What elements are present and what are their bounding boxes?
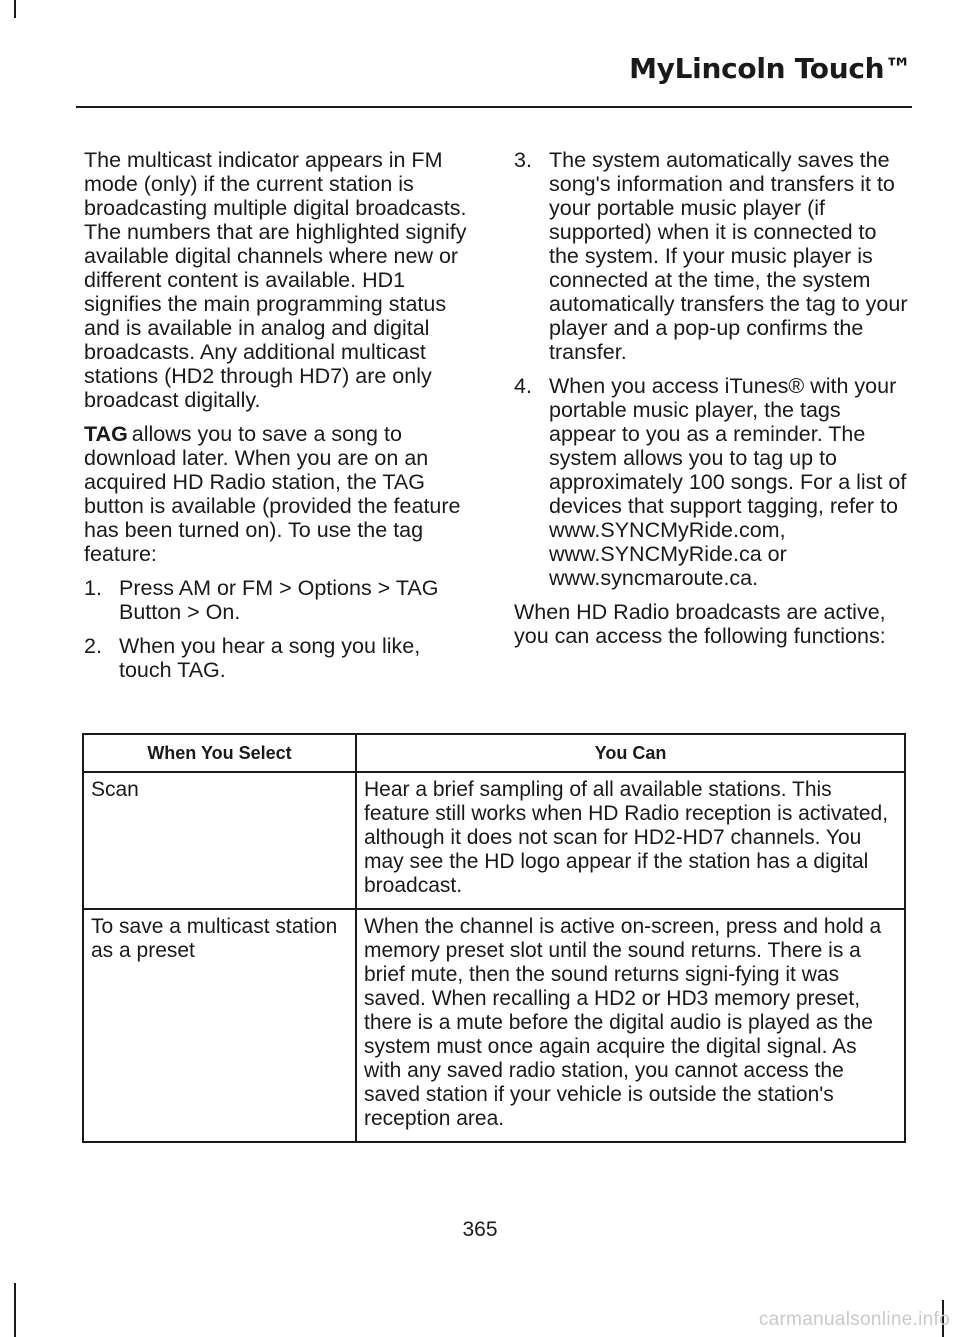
header-divider bbox=[76, 106, 912, 108]
step-number: 2. bbox=[84, 634, 102, 658]
hd-functions-intro: When HD Radio broadcasts are active, you can access the following functions: bbox=[514, 600, 886, 648]
step-text: When you access iTunes® with your portable music player, the tags appear to you as a reminder. The system allows you to tag up to approximately 100 songs. For a list of devices that support tagging, refer to www.SYNCMyRide.com, www.SYNCMyRide.ca or www.syncmaroute.ca. bbox=[549, 374, 907, 590]
can-cell: Hear a brief sampling of all available stations. This feature still works when HD Radio reception is activated, although it does not scan for HD2-HD7 channels. You may see the HD logo appear if the station has a digital broadcast. bbox=[356, 772, 905, 909]
step-number: 4. bbox=[514, 374, 532, 398]
list-item bbox=[514, 374, 910, 590]
tag-description: allows you to save a song to download later. When you are on an acquired HD Radio station, the TAG button is available (provided the feature has been turned on). To use the tag feature: bbox=[84, 422, 461, 566]
step-text: When you hear a song you like, touch TAG. bbox=[119, 634, 421, 682]
crop-mark-bottom-left bbox=[14, 1283, 16, 1337]
tag-steps-list bbox=[84, 576, 478, 682]
tag-paragraph bbox=[84, 422, 478, 566]
list-item bbox=[84, 634, 478, 682]
column-header: You Can bbox=[356, 734, 905, 772]
table-row bbox=[83, 909, 905, 1142]
watermark: carmanualsonline.info bbox=[758, 1309, 950, 1330]
hd-radio-functions-table bbox=[82, 733, 906, 1143]
list-item bbox=[84, 576, 478, 624]
select-cell: To save a multicast station as a preset bbox=[83, 909, 356, 1142]
tag-term: TAG bbox=[84, 422, 128, 446]
crop-mark-top-left bbox=[14, 0, 16, 18]
step-number: 3. bbox=[514, 148, 532, 172]
column-header: When You Select bbox=[83, 734, 356, 772]
step-text: Press AM or FM > Options > TAG Button > On. bbox=[119, 576, 439, 624]
multicast-paragraph: The multicast indicator appears in FM mode (only) if the current station is broadcasting multiple digital broadcasts. The numbers that are highlighted signify available digital channels where new or different content is available. HD1 signifies the main programming status and is available in analog and digital broadcasts. Any additional multicast stations (HD2 through HD7) are only broadcast digitally. bbox=[84, 148, 467, 412]
step-number: 1. bbox=[84, 576, 102, 600]
table-header-row bbox=[83, 734, 905, 772]
table-row bbox=[83, 772, 905, 909]
tag-steps-list-continued bbox=[514, 148, 910, 590]
page-number: 365 bbox=[462, 1218, 498, 1241]
right-column bbox=[514, 148, 910, 658]
can-cell: When the channel is active on-screen, press and hold a memory preset slot until the sound returns. There is a brief mute, then the sound returns signi-fying it was saved. When recalling a HD2 or HD3 memory preset, there is a mute before the digital audio is played as the system must once again acquire the digital signal. As with any saved radio station, you cannot access the saved station if your vehicle is outside the station's reception area. bbox=[356, 909, 905, 1142]
select-cell: Scan bbox=[83, 772, 356, 909]
section-title: MyLincoln Touch™ bbox=[629, 52, 912, 85]
step-text: The system automatically saves the song's information and transfers it to your portable music player (if supported) when it is connected to the system. If your music player is connected at the time, the system automatically transfers the tag to your player and a pop-up confirms the transfer. bbox=[549, 148, 908, 364]
list-item bbox=[514, 148, 910, 364]
left-column bbox=[84, 148, 478, 692]
